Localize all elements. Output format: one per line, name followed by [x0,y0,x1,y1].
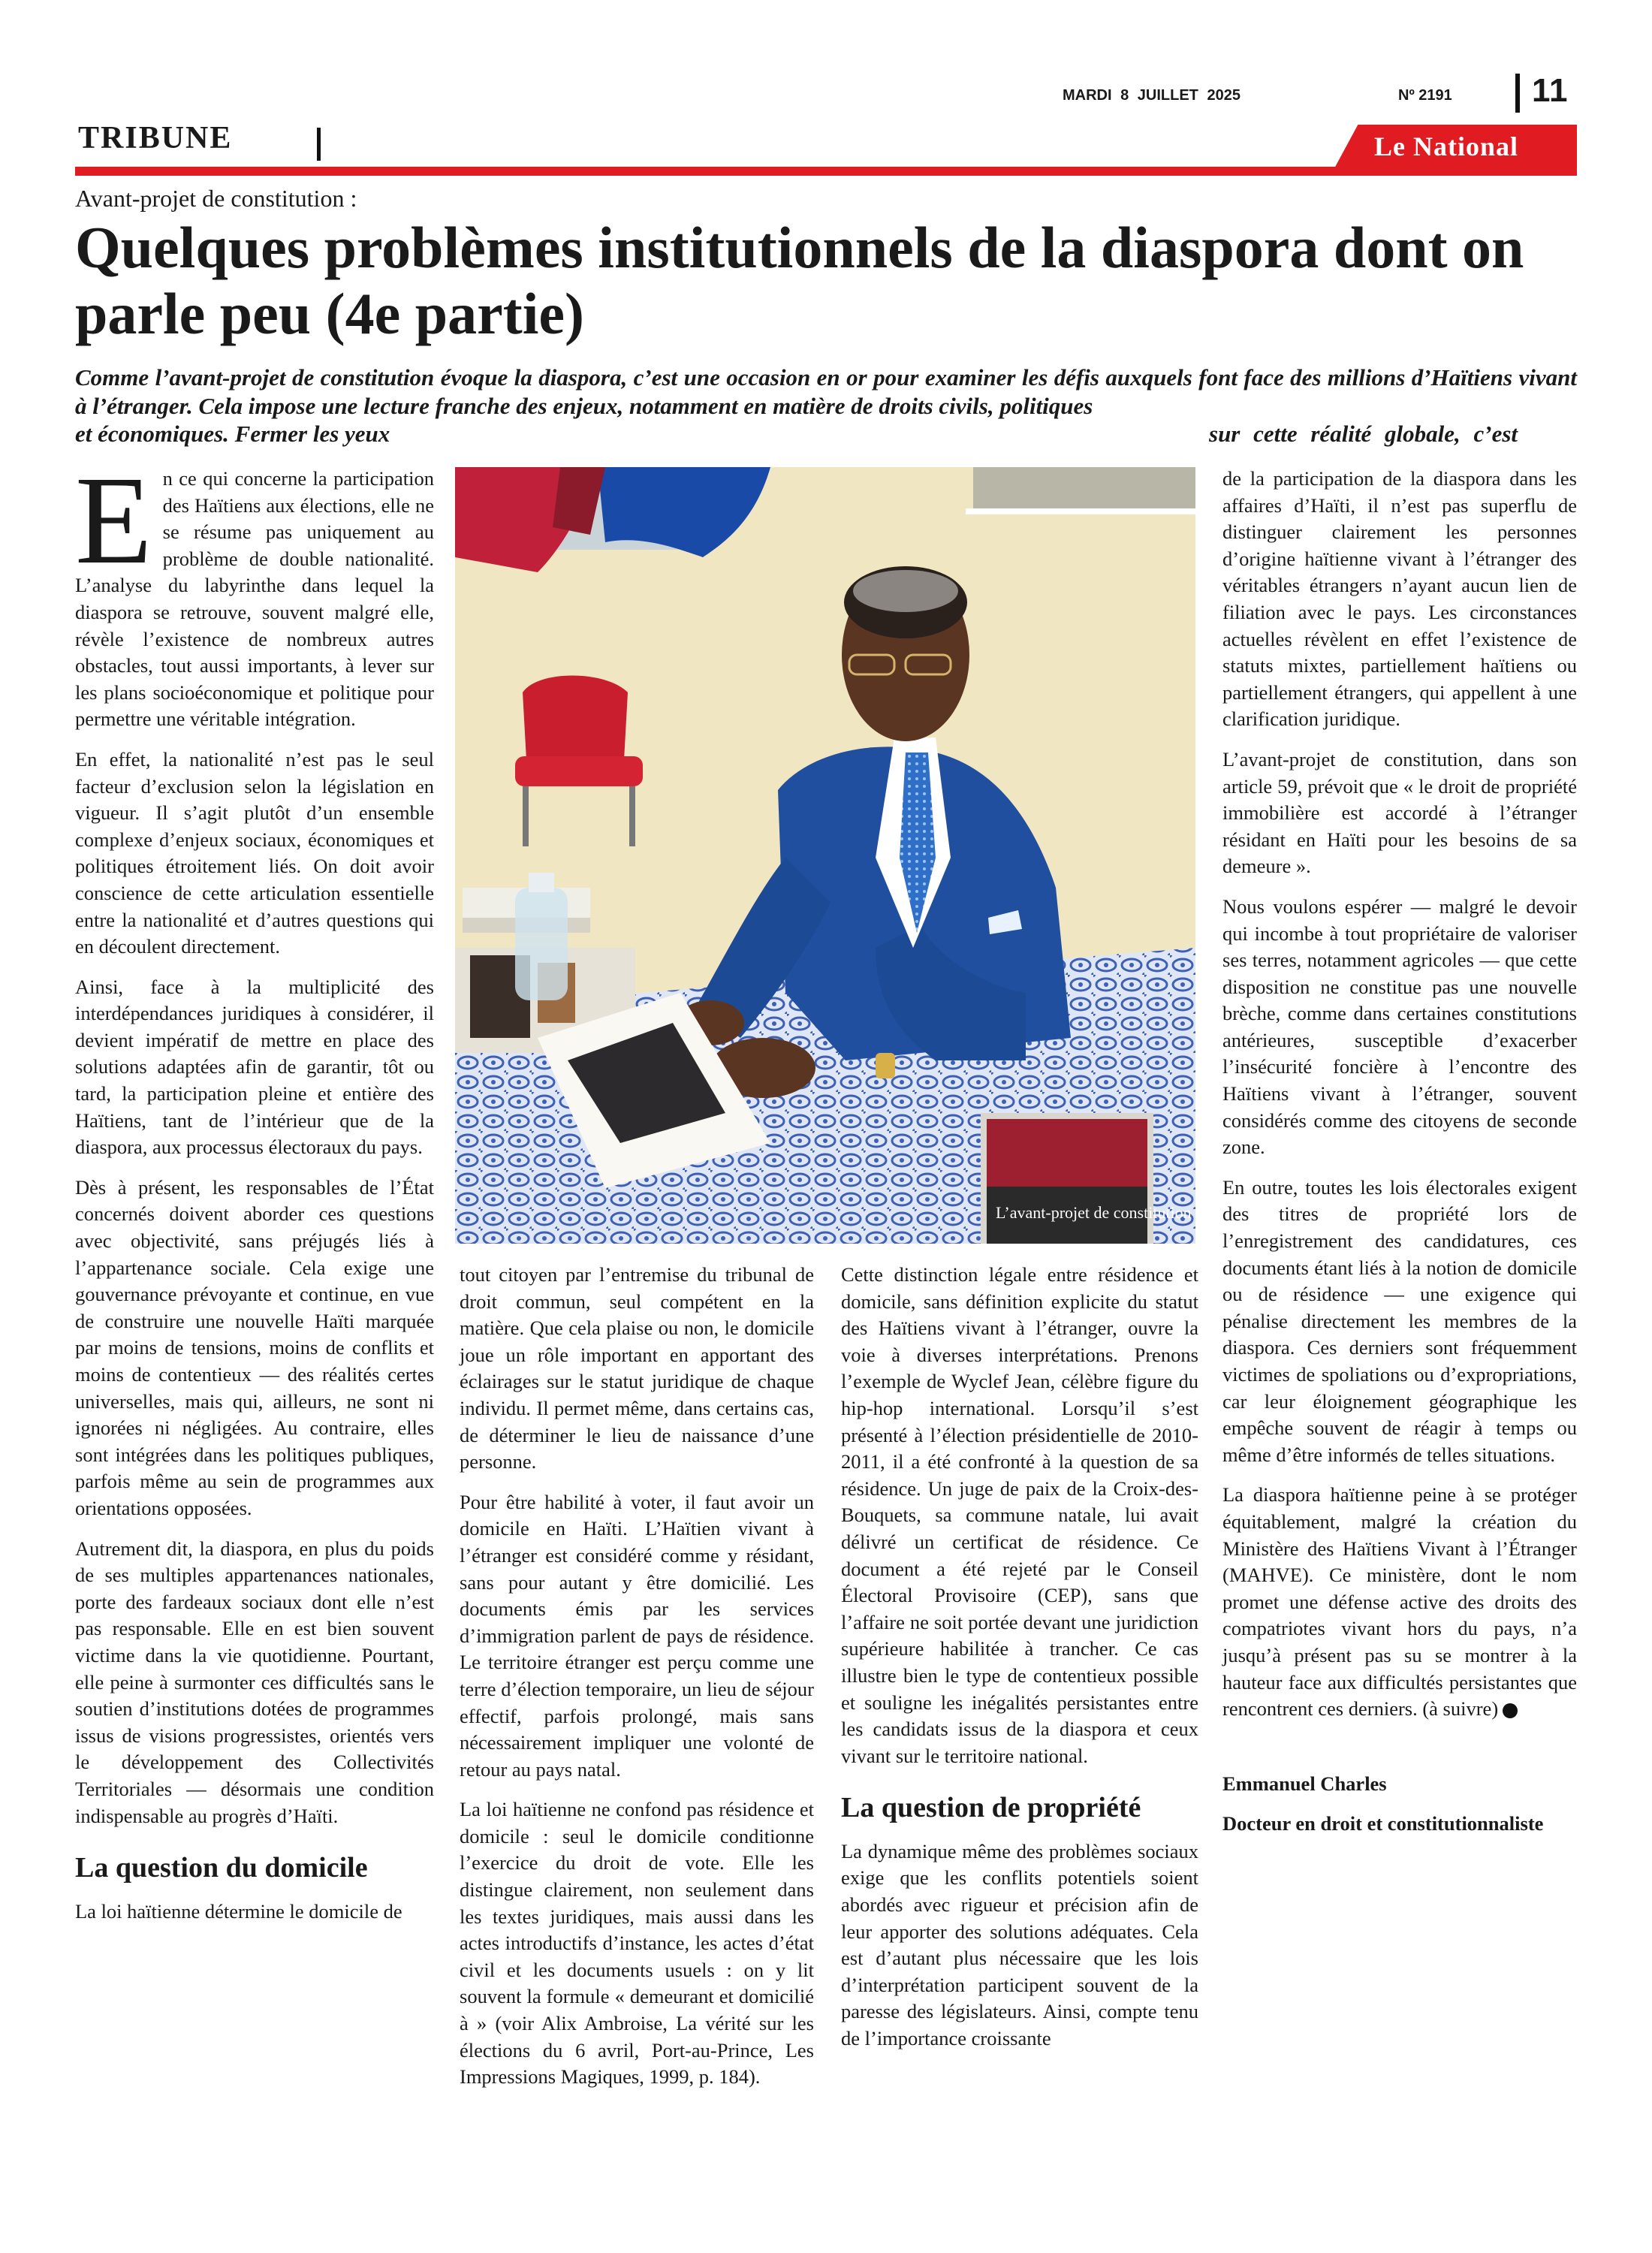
article-column-3 [841,1262,1198,2066]
end-mark-icon [1503,1703,1518,1718]
paragraph: L’avant-projet de constitution, dans son article 59, prévoit que « le droit de propriété immobilière est accordé à l’étranger résidant en Haïti pour les besoins de sa demeure ». [1222,747,1577,878]
header-divider [1515,74,1520,113]
paragraph: En outre, toutes les lois électorales exigent des titres de propriété lors de l’enregistrement des candidatures, ces documents étant liés à la notion de domicile ou de résidence — une exigence qui pénalise directement les membres de la diaspora. Ces derniers sont fréquemment victimes de spoliations ou d’expropriations, car leur éloignement géographique les empêche souvent de réagir à temps ou même d’être informés de telles situations. [1222,1175,1577,1466]
book-cover-text: L’avant-projet de constitution [996,1203,1192,1222]
author-title: Docteur en droit et constitutionnaliste [1222,1812,1544,1835]
dropcap: E [75,451,152,590]
photo-illustration [455,467,1195,1244]
paragraph: La diaspora haïtienne peine à se protéger équitablement, malgré la création du Ministère des Haïtiens Vivant à l’Étranger (MAHVE). Ce ministère, dont le nom promet une défense active des droits des compatriotes vivant hors du pays, n’a jusqu’à présent pas su se montrer à la hauteur face aux difficultés persistantes que rencontrent ces derniers. (à suivre) [1222,1483,1577,1721]
author-name: Emmanuel Charles [1222,1772,1387,1795]
article-lede: Comme l’avant-projet de constitution évoque la diaspora, c’est une occasion en or pour examiner les défis auxquels font face des millions d’Haïtiens vivant à l’étranger. Cela impose une lecture franche des enjeux, notamment en matière de droits civils, politiques [75,364,1577,419]
paragraph: Pour être habilité à voter, il faut avoir un domicile en Haïti. L’Haïtien vivant à l’étranger est considéré comme y résidant, sans pour autant y être domicilié. Les documents émis par les services d’immigration parlent de pays de résidence. Le territoire étranger est perçu comme une terre d’élection temporaire, un lieu de séjour effectif, parfois prolongé, mais sans nécessairement impliquer une volonté de retour au pays natal. [460,1490,814,1781]
paragraph: La dynamique même des problèmes sociaux exige que les conflits potentiels soient abordés avec rigueur et précision afin de leur apporter des solutions adéquates. Cela est d’autant plus nécessaire que les lois d’interprétation participent souvent de la paresse des législateurs. Ainsi, compte tenu de l’importance croissante [841,1839,1198,2050]
paragraph: Ainsi, face à la multiplicité des interdépendances juridiques à considérer, il devient impératif de mettre en place des solutions adaptées afin de garantir, tôt ou tard, la participation pleine et entière des Haïtiens, tant de l’intérieur que de la diaspora, aux processus électoraux du pays. [75,975,434,1159]
paragraph: Cette distinction légale entre résidence et domicile, sans définition explicite du statut des Haïtiens vivant à l’étranger, ouvre la voie à diverses interprétations. Prenons l’exemple de Wyclef Jean, célèbre figure du hip-hop international. Lorsqu’il s’est présenté à l’élection présidentielle de 2010-2011, il a été confronté à la question de sa résidence. Un juge de paix de la Croix-des-Bouquets, sa commune natale, lui avait délivré un certificat de résidence. Ce document a été rejeté par le Conseil Électoral Provisoire (CEP), sans que l’affaire ne soit portée devant une juridiction supérieure habilitée à trancher. Ce cas illustre bien le type de contentieux possible et souligne les inégalités persistantes entre les candidats issus de la diaspora et ceux vivant sur le territoire national. [841,1263,1198,1767]
masthead-logo: Le National [1374,131,1519,161]
paragraph: Dès à présent, les responsables de l’État concernés doivent aborder ces questions avec objectivité, sans préjugés liés à l’appartenance sociale. Cela exige une gouvernance prévoyante et continue, en vue de construire une nouvelle Haïti marquée par moins de tensions, moins de conflits et moins de contentieux — des réalités certes universelles, mais qui, ailleurs, ne sont ni ignorées ni négligées. Au contraire, elles sont intégrées dans les politiques publiques, parfois même au sein de programmes aux orientations opposées. [75,1175,434,1519]
issue-date: MARDI 8 JUILLET 2025 [1063,87,1241,104]
article-column-4 [1222,466,1577,1851]
article-column-2 [460,1262,814,2104]
article-lede-left: et économiques. Fermer les yeux [75,421,390,447]
paragraph: de la participation de la diaspora dans les affaires d’Haïti, il n’est pas superflu de distinguer clairement les personnes d’origine haïtienne vivant à l’étranger des véritables étrangers n’ayant aucun lien de filiation avec le pays. Les circonstances actuelles révèlent en effet l’existence de statuts mixtes, partiellement haïtiens ou partiellement étrangers, qui appellent à une clarification juridique. [1222,467,1577,731]
subheading-propriete: La question de propriété [841,1792,1141,1824]
paragraph: En effet, la nationalité n’est pas le seul facteur d’exclusion selon la législation en vigueur. Il s’agit plutôt d’un ensemble complexe d’enjeux sociaux, économiques et politiques étroitement liés. On doit avoir conscience de cette articulation essentielle entre la nationalité et d’autres questions qui en découlent directement. [75,747,434,958]
paragraph: La loi haïtienne ne confond pas résidence et domicile : seul le domicile conditionne l’exercice du droit de vote. Elle les distingue clairement, non seulement dans les textes juridiques, mais aussi dans les actes introductifs d’instance, les actes d’état civil et les documents usuels : on y lit souvent la formule « demeurant et domicilié à » (voir Alix Ambroise, La vérité sur les élections du 6 avril, Port-au-Prince, Les Impressions Magiques, 1999, p. 184). [460,1798,814,2089]
article-column-1 [75,451,434,1938]
paragraph: n ce qui concerne la participation des Haïtiens aux élections, elle ne se résume pas uniquement au problème de double nationalité. L’analyse du labyrinthe dans lequel la diaspora se retrouve, souvent malgré elle, révèle l’existence de nombreux autres obstacles, tout aussi importants, à lever sur les plans socioéconomique et politique pour permettre une véritable intégration. [75,467,434,731]
section-divider [317,128,321,161]
paragraph: tout citoyen par l’entremise du tribunal de droit commun, seul compétent en la matière. Que cela plaise ou non, le domicile joue un rôle important en apportant des éclairages sur le statut juridique de chaque individu. Il permet même, dans certains cas, de déterminer le lieu de naissance d’une personne. [460,1263,814,1473]
subheading-domicile: La question du domicile [75,1852,368,1884]
issue-number: Nº 2191 [1398,87,1452,104]
article-photo [455,467,1195,1244]
article-kicker: Avant-projet de constitution : [75,185,357,212]
section-label: TRIBUNE [78,121,233,155]
article-headline: Quelques problèmes institutionnels de la diaspora dont on parle peu (4e partie) [75,215,1524,346]
page-number: 11 [1532,72,1569,109]
paragraph: Autrement dit, la diaspora, en plus du poids de ses multiples appartenances nationales, porte des fardeaux sociaux dont elle n’est pas responsable. Elle en est bien souvent victime dans la vie quotidienne. Pourtant, elle peine à surmonter ces difficultés sans le soutien d’institutions dotées de programmes issus de visions progressistes, orientés vers le développement des Collectivités Territoriales — désormais une condition indispensable au progrès d’Haïti. [75,1537,434,1827]
article-lede-right: sur cette réalité globale, c’est [1209,421,1518,447]
paragraph: La loi haïtienne détermine le domicile de [75,1899,402,1923]
paragraph: Nous voulons espérer — malgré le devoir qui incombe à tout propriétaire de valoriser ses terres, notamment agricoles — que cette disposition ne constitue pas une nouvelle brèche, comme dans certaines constitutions antérieures, susceptible d’exacerber l’insécurité foncière à l’encontre des Haïtiens vivant à l’étranger, souvent considérés comme des citoyens de seconde zone. [1222,894,1577,1159]
